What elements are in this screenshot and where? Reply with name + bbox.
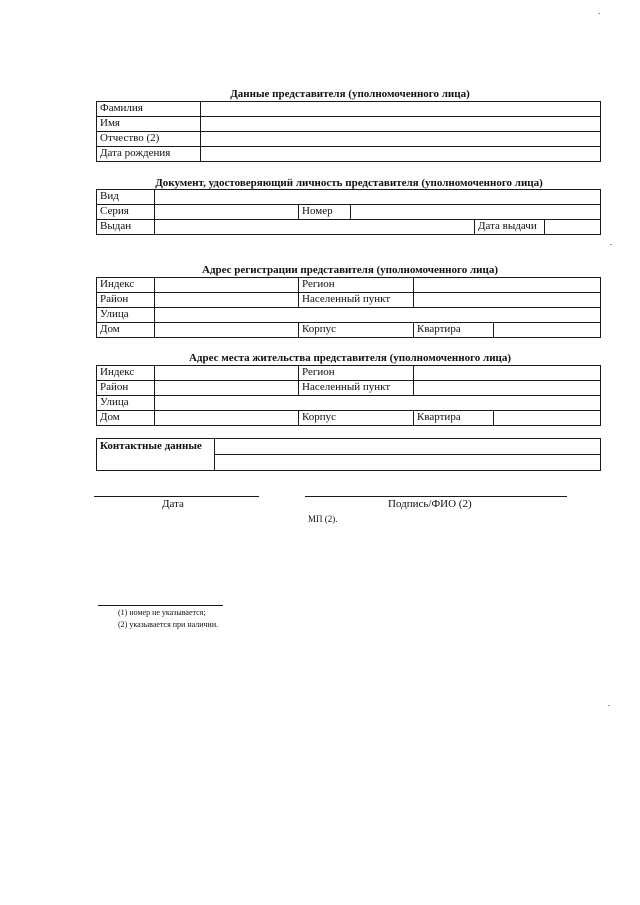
patronymic-label: Отчество (2) bbox=[97, 132, 201, 147]
scan-speck bbox=[610, 244, 612, 245]
birth-date-field[interactable] bbox=[201, 147, 601, 162]
doc-issue-date-label: Дата выдачи bbox=[475, 220, 545, 235]
res-house-field[interactable] bbox=[155, 411, 299, 426]
doc-issue-date-field[interactable] bbox=[545, 220, 601, 235]
reg-house-label: Дом bbox=[97, 323, 155, 338]
reg-apartment-field[interactable] bbox=[494, 323, 601, 338]
doc-number-label: Номер bbox=[299, 205, 351, 220]
doc-type-field[interactable] bbox=[155, 190, 601, 205]
doc-issued-by-field[interactable] bbox=[155, 220, 475, 235]
doc-series-field[interactable] bbox=[155, 205, 299, 220]
birth-date-label: Дата рождения bbox=[97, 147, 201, 162]
reg-region-label: Регион bbox=[299, 278, 414, 293]
res-district-label: Район bbox=[97, 381, 155, 396]
reg-index-label: Индекс bbox=[97, 278, 155, 293]
res-street-field[interactable] bbox=[155, 396, 601, 411]
res-street-label: Улица bbox=[97, 396, 155, 411]
reg-locality-field[interactable] bbox=[414, 293, 601, 308]
reg-apartment-label: Квартира bbox=[414, 323, 494, 338]
representative-section-title: Данные представителя (уполномоченного лица) bbox=[230, 88, 470, 100]
first-name-label: Имя bbox=[97, 117, 201, 132]
footnote-divider bbox=[98, 605, 223, 606]
doc-series-label: Серия bbox=[97, 205, 155, 220]
reg-index-field[interactable] bbox=[155, 278, 299, 293]
registration-address-table bbox=[96, 277, 601, 338]
signature-label: Подпись/ФИО (2) bbox=[388, 498, 472, 510]
res-index-label: Индекс bbox=[97, 366, 155, 381]
res-building-label: Корпус bbox=[299, 411, 414, 426]
reg-district-label: Район bbox=[97, 293, 155, 308]
contacts-field-2[interactable] bbox=[215, 455, 601, 471]
patronymic-field[interactable] bbox=[201, 132, 601, 147]
res-locality-label: Населенный пункт bbox=[299, 381, 414, 396]
representative-table bbox=[96, 101, 601, 162]
scan-speck bbox=[608, 705, 610, 706]
reg-district-field[interactable] bbox=[155, 293, 299, 308]
signature-line bbox=[305, 496, 567, 497]
doc-issued-by-label: Выдан bbox=[97, 220, 155, 235]
contacts-field-1[interactable] bbox=[215, 439, 601, 455]
date-signature-line bbox=[94, 496, 259, 497]
doc-type-label: Вид bbox=[97, 190, 155, 205]
contacts-table bbox=[96, 438, 601, 471]
scan-speck bbox=[598, 13, 600, 14]
doc-number-field[interactable] bbox=[351, 205, 601, 220]
contacts-label bbox=[97, 439, 215, 471]
res-district-field[interactable] bbox=[155, 381, 299, 396]
last-name-field[interactable] bbox=[201, 102, 601, 117]
res-region-label: Регион bbox=[299, 366, 414, 381]
res-region-field[interactable] bbox=[414, 366, 601, 381]
date-label: Дата bbox=[162, 498, 184, 510]
reg-building-label: Корпус bbox=[299, 323, 414, 338]
residence-address-table bbox=[96, 365, 601, 426]
res-locality-field[interactable] bbox=[414, 381, 601, 396]
res-house-label: Дом bbox=[97, 411, 155, 426]
res-apartment-label: Квартира bbox=[414, 411, 494, 426]
id-document-table bbox=[96, 189, 601, 235]
contacts-label-text: Контактные данные bbox=[100, 440, 202, 452]
reg-region-field[interactable] bbox=[414, 278, 601, 293]
res-apartment-field[interactable] bbox=[494, 411, 601, 426]
footnote-2: (2) указывается при наличии. bbox=[118, 620, 219, 629]
first-name-field[interactable] bbox=[201, 117, 601, 132]
stamp-note: МП (2). bbox=[308, 514, 338, 524]
residence-address-section-title: Адрес места жительства представителя (уполномоченного лица) bbox=[188, 352, 512, 364]
last-name-label: Фамилия bbox=[97, 102, 201, 117]
footnote-1: (1) номер не указывается; bbox=[118, 608, 206, 617]
reg-street-field[interactable] bbox=[155, 308, 601, 323]
registration-address-section-title: Адрес регистрации представителя (уполномоченного лица) bbox=[202, 264, 498, 276]
res-index-field[interactable] bbox=[155, 366, 299, 381]
reg-locality-label: Населенный пункт bbox=[299, 293, 414, 308]
id-document-section-title: Документ, удостоверяющий личность представителя (уполномоченного лица) bbox=[155, 177, 543, 189]
reg-street-label: Улица bbox=[97, 308, 155, 323]
reg-house-field[interactable] bbox=[155, 323, 299, 338]
